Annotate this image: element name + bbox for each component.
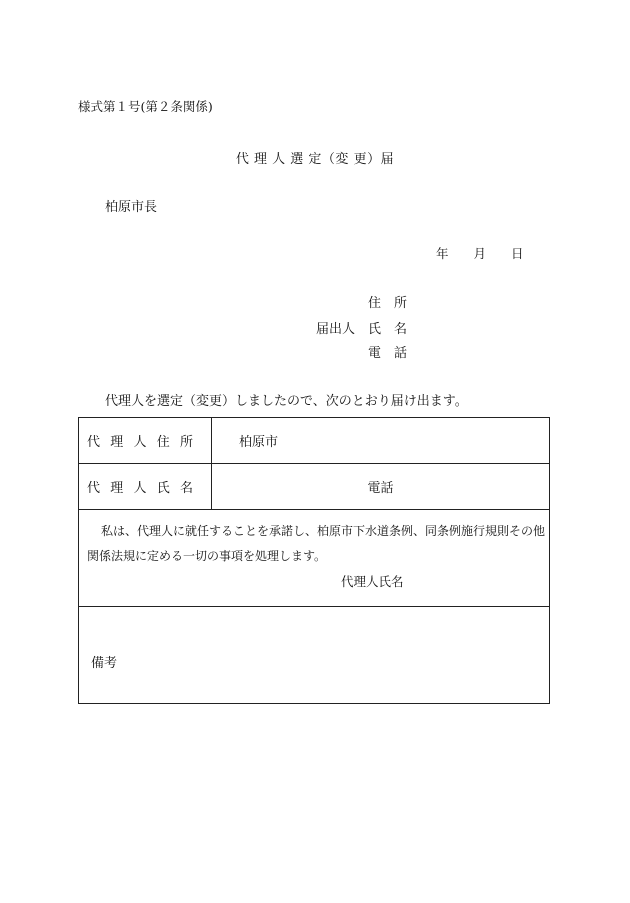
agent-address-row: [79, 418, 550, 464]
applicant-label: 届出人: [316, 322, 356, 337]
remarks-row: [79, 607, 550, 704]
agent-form-table: [78, 417, 550, 704]
consent-text-line1: 私は、代理人に就任することを承諾し、柏原市下水道条例、同条例施行規則その他: [101, 524, 546, 538]
agent-phone-label: 電話: [367, 481, 394, 496]
agent-name-row: [79, 464, 550, 510]
applicant-name-label: 氏 名: [368, 322, 408, 337]
date-line: [436, 244, 524, 262]
agent-name-field[interactable]: [212, 464, 550, 510]
consent-row: [79, 510, 550, 607]
statement-text: 代理人を選定（変更）しましたので、次のとおり届け出ます。: [105, 394, 468, 409]
consent-text-line2: 関係法規に定める一切の事項を処理します。: [87, 549, 327, 563]
date-year-label: 年: [436, 246, 449, 261]
addressee: 柏原市長: [105, 200, 158, 215]
remarks-field[interactable]: [79, 607, 550, 704]
applicant-address-label: 住 所: [368, 296, 408, 311]
agent-name-label: 代 理 人 氏 名: [79, 464, 212, 510]
form-number: 様式第１号(第２条関係): [78, 99, 213, 114]
date-month-label: 月: [473, 246, 487, 261]
remarks-label: 備考: [91, 655, 118, 671]
form-title: 代 理 人 選 定（変 更）届: [235, 152, 395, 167]
agent-address-label: 代 理 人 住 所: [79, 418, 212, 464]
applicant-phone-label: 電 話: [368, 346, 408, 361]
agent-address-field[interactable]: 柏原市: [212, 418, 550, 464]
consent-signature-label: 代理人氏名: [341, 574, 404, 589]
date-day-label: 日: [511, 246, 524, 261]
consent-cell: [79, 510, 550, 607]
